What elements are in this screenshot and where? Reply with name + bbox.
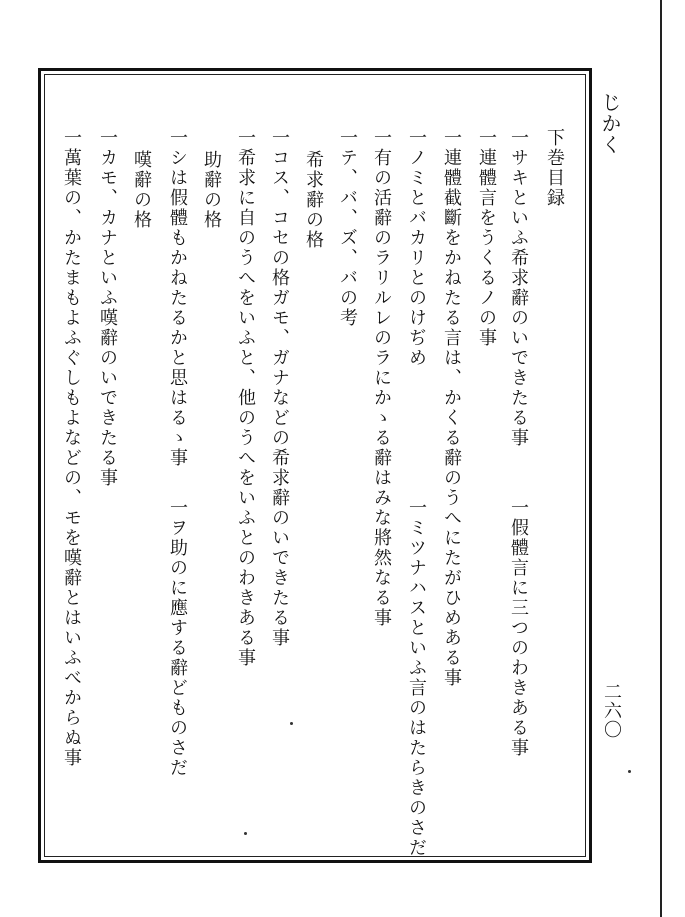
section-heading-kikyu: 希求辭の格	[303, 150, 324, 250]
page-edge-line	[660, 0, 662, 917]
margin-handwritten-note: じかく	[598, 92, 622, 155]
toc-entry-10: 一希求に自のうへをいふと、他のうへをいふとのわきある事	[235, 128, 256, 668]
toc-entry-12: 一ヲ助のに應する辭どものさだ	[167, 498, 188, 778]
toc-entry-7: 一有の活辭のラリルレのラにかゝる辭はみな將然なる事	[371, 128, 392, 628]
toc-entry-8: 一テ、バ、ズ、バの考	[337, 128, 358, 328]
toc-entry-9: 一コス、コセの格ガモ、ガナなどの希求辭のいできたる事	[269, 128, 290, 648]
print-speck	[628, 770, 631, 773]
toc-entry-2: 一假體言に三つのわきある事	[508, 498, 529, 758]
section-heading-tanji: 嘆辭の格	[131, 150, 152, 230]
toc-entry-14: 一萬葉の、かたまもよふぐしもよなどの、モを嘆辭とはいふべからぬ事	[61, 128, 82, 768]
toc-entry-1: 一サキといふ希求辭のいできたる事	[508, 128, 529, 448]
section-heading-joji: 助辭の格	[201, 150, 222, 230]
table-of-contents-heading: 下巻目録	[544, 128, 565, 208]
toc-entry-13: 一カモ、カナといふ嘆辭のいできたる事	[97, 128, 118, 488]
toc-entry-3: 一連體言をうくるノの事	[476, 128, 497, 348]
print-speck	[290, 722, 293, 725]
print-speck	[244, 832, 247, 835]
toc-entry-5: 一ノミとバカリとのけぢめ	[406, 128, 427, 368]
toc-entry-6: 一ミツナハスといふ言のはたらきのさだ	[406, 498, 427, 858]
toc-entry-11: 一シは假體もかねたるかと思はるゝ事	[167, 128, 188, 468]
page-number: 二六〇	[601, 682, 622, 739]
toc-entry-4: 一連體截斷をかねたる言は、かくる辭のうへにたがひめある事	[441, 128, 462, 688]
